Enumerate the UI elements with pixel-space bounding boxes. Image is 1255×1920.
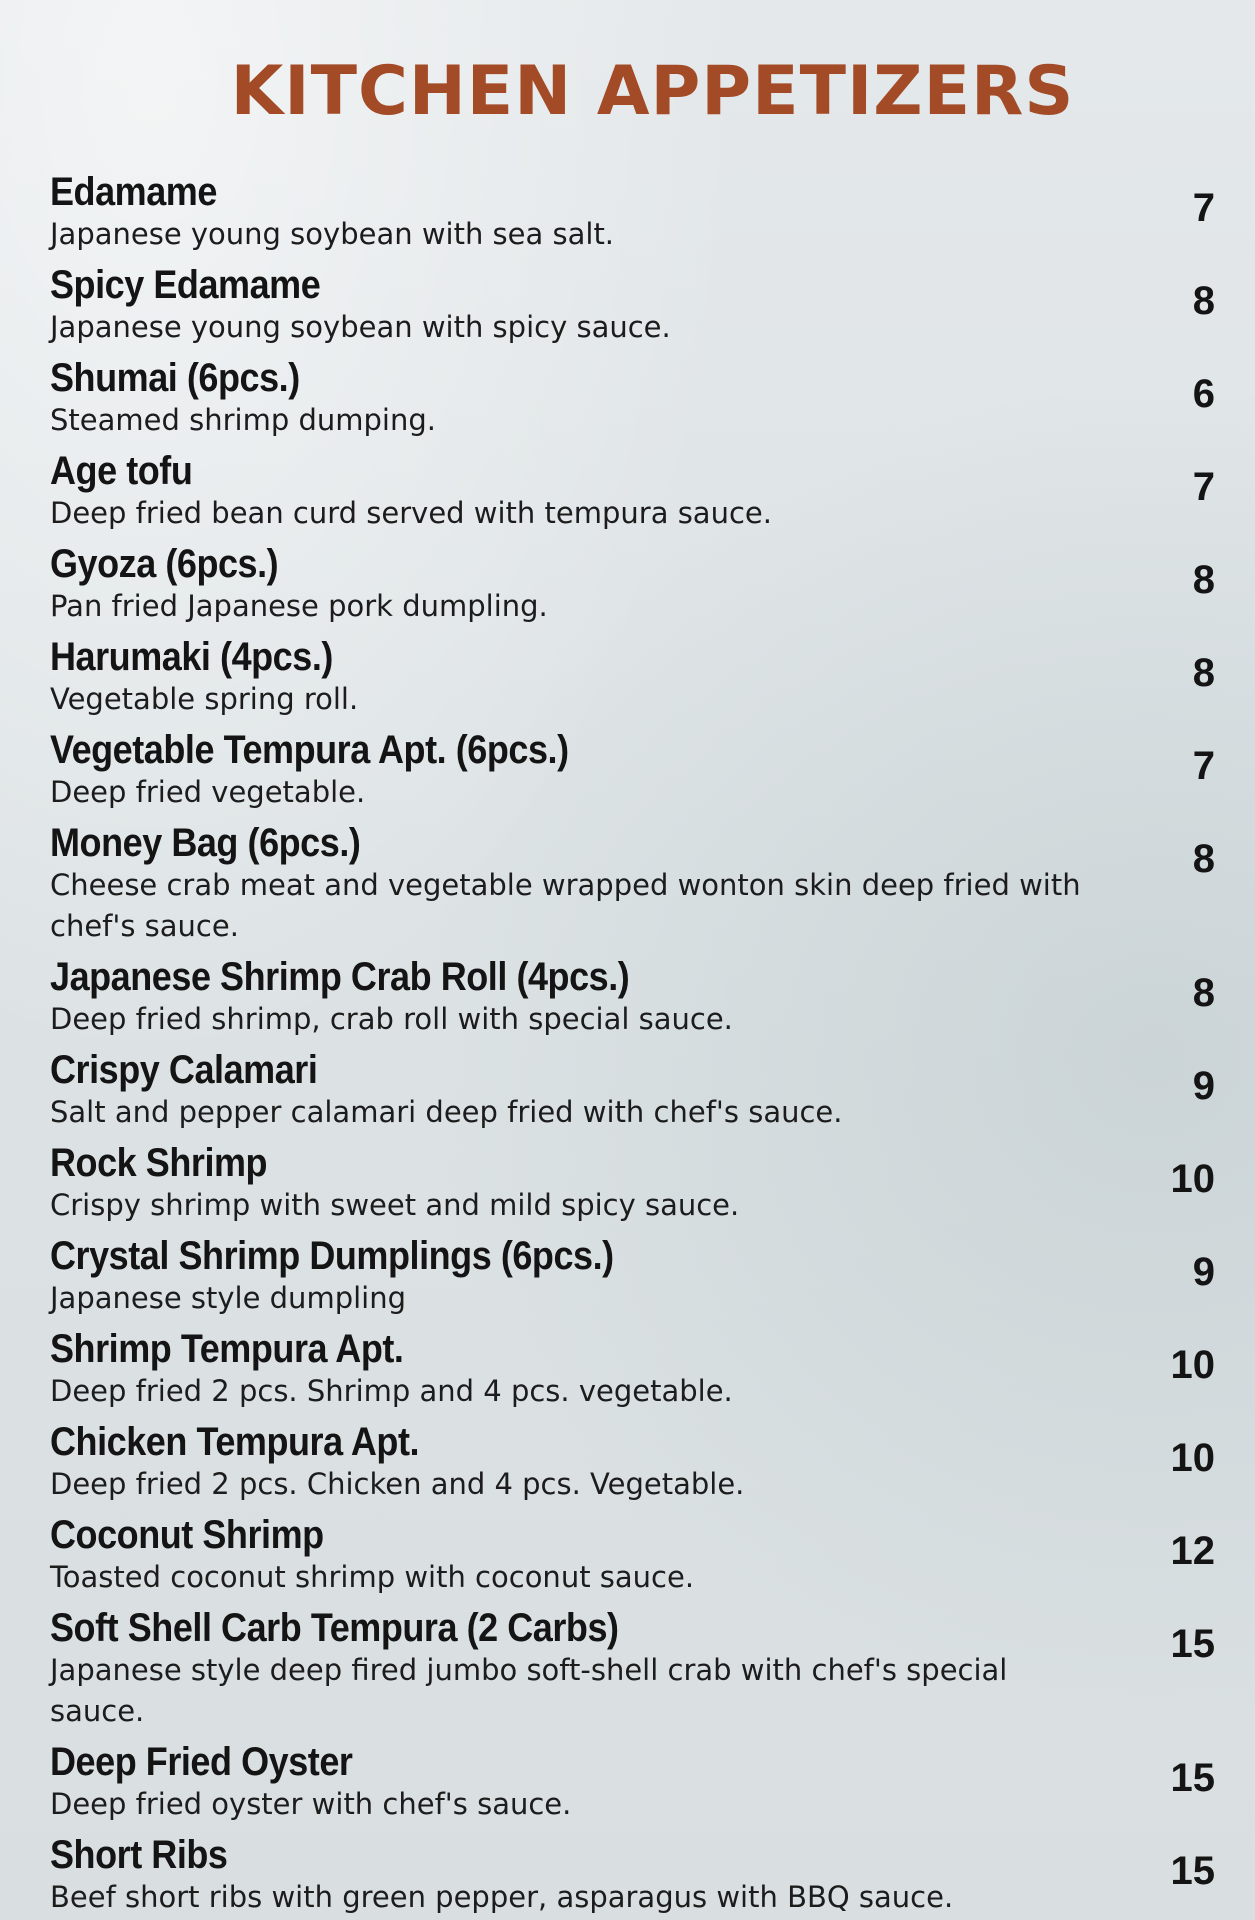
menu-item-vegetable-tempura [50,728,1215,813]
item-name: Spicy Edamame [50,263,321,307]
item-description: Japanese style dumpling [50,1281,407,1315]
item-price: 8 [1192,279,1215,323]
item-name: Age tofu [50,449,193,493]
menu-item-spicy-edamame [50,263,1215,348]
item-price: 8 [1192,558,1215,602]
item-name: Japanese Shrimp Crab Roll (4pcs.) [50,955,630,999]
item-price: 10 [1170,1157,1215,1201]
menu-item-shrimp-tempura [50,1327,1215,1412]
menu-item-shrimp-crab-roll [50,955,1215,1040]
menu-title: KITCHEN APPETIZERS [230,52,1075,131]
item-price: 15 [1170,1756,1215,1800]
item-price: 7 [1192,186,1215,230]
menu-item-coconut-shrimp [50,1513,1215,1598]
menu-item-edamame [50,170,1215,255]
item-description: Steamed shrimp dumping. [50,403,436,437]
item-description: Beef short ribs with green pepper, asparagus with BBQ sauce. [50,1880,954,1914]
menu-item-deep-fried-oyster [50,1740,1215,1825]
item-price: 9 [1192,1064,1215,1108]
menu-item-harumaki [50,635,1215,720]
item-description: Deep fried 2 pcs. Shrimp and 4 pcs. vegetable. [50,1374,733,1408]
item-price: 12 [1170,1529,1215,1573]
item-name: Chicken Tempura Apt. [50,1420,420,1464]
item-name: Harumaki (4pcs.) [50,635,333,679]
menu-item-crispy-calamari [50,1048,1215,1133]
menu-item-money-bag [50,821,1215,947]
menu-item-chicken-tempura [50,1420,1215,1505]
item-description: Deep fried shrimp, crab roll with special sauce. [50,1002,733,1036]
item-description: Cheese crab meat and vegetable wrapped wonton skin deep fried with chef's sauce. [50,868,1081,943]
item-description: Japanese style deep fired jumbo soft-shell crab with chef's special sauce. [50,1653,1008,1728]
appetizer-list [50,170,1215,1918]
item-name: Deep Fried Oyster [50,1740,353,1784]
item-description: Crispy shrimp with sweet and mild spicy sauce. [50,1188,740,1222]
item-price: 9 [1192,1250,1215,1294]
item-name: Gyoza (6pcs.) [50,542,279,586]
item-price: 15 [1170,1622,1215,1666]
item-name: Soft Shell Carb Tempura (2 Carbs) [50,1606,619,1650]
item-name: Vegetable Tempura Apt. (6pcs.) [50,728,569,772]
item-description: Deep fried vegetable. [50,775,366,809]
menu-item-shumai [50,356,1215,441]
item-name: Short Ribs [50,1833,228,1877]
item-description: Pan fried Japanese pork dumpling. [50,589,548,623]
item-price: 8 [1192,651,1215,695]
item-name: Money Bag (6pcs.) [50,821,361,865]
menu-item-gyoza [50,542,1215,627]
item-name: Crispy Calamari [50,1048,318,1092]
item-description: Deep fried 2 pcs. Chicken and 4 pcs. Vegetable. [50,1467,745,1501]
item-description: Japanese young soybean with sea salt. [50,217,615,251]
item-price: 7 [1192,465,1215,509]
menu-item-crystal-shrimp-dumplings [50,1234,1215,1319]
item-price: 7 [1192,744,1215,788]
menu-item-soft-shell-crab [50,1606,1215,1732]
item-description: Toasted coconut shrimp with coconut sauce. [50,1560,695,1594]
item-name: Shumai (6pcs.) [50,356,300,400]
item-price: 15 [1170,1849,1215,1893]
item-name: Edamame [50,170,217,214]
item-description: Deep fried oyster with chef's sauce. [50,1787,572,1821]
item-name: Crystal Shrimp Dumplings (6pcs.) [50,1234,614,1278]
item-price: 8 [1192,837,1215,881]
item-price: 6 [1192,372,1215,416]
menu-item-rock-shrimp [50,1141,1215,1226]
item-description: Japanese young soybean with spicy sauce. [50,310,671,344]
item-name: Rock Shrimp [50,1141,268,1185]
item-description: Vegetable spring roll. [50,682,359,716]
item-description: Deep fried bean curd served with tempura sauce. [50,496,772,530]
item-name: Coconut Shrimp [50,1513,324,1557]
menu-item-short-ribs [50,1833,1215,1918]
item-name: Shrimp Tempura Apt. [50,1327,404,1371]
menu-item-age-tofu [50,449,1215,534]
item-price: 8 [1192,971,1215,1015]
item-price: 10 [1170,1436,1215,1480]
item-price: 10 [1170,1343,1215,1387]
item-description: Salt and pepper calamari deep fried with chef's sauce. [50,1095,843,1129]
